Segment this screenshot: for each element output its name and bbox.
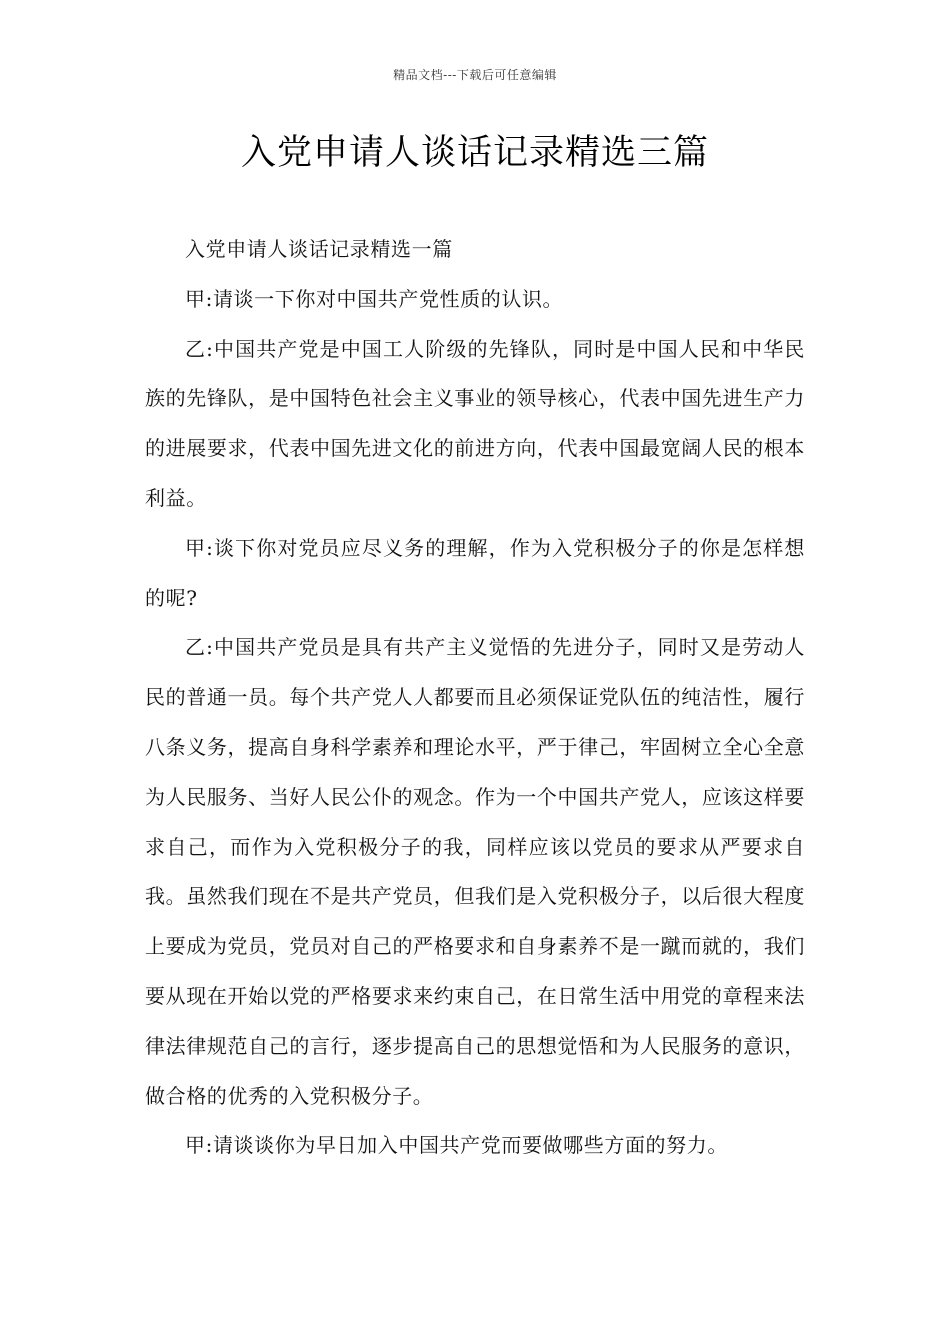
- paragraph: 乙:中国共产党员是具有共产主义觉悟的先进分子，同时又是劳动人民的普通一员。每个共产党人人都要而且必须保证党队伍的纯洁性，履行八条义务，提高自身科学素养和理论水平，严于律己，牢固树立全心全意为人民服务、当好人民公仆的观念。作为一个中国共产党人，应该这样要求自己，而作为入党积极分子的我，同样应该以党员的要求从严要求自我。虽然我们现在不是共产党员，但我们是入党积极分子，以后很大程度上要成为党员，党员对自己的严格要求和自身素养不是一蹴而就的，我们要从现在开始以党的严格要求来约束自己，在日常生活中用党的章程来法律法律规范自己的言行，逐步提高自己的思想觉悟和为人民服务的意识，做合格的优秀的入党积极分子。: [145, 635, 805, 1108]
- section-heading: 入党申请人谈话记录精选一篇: [185, 237, 453, 261]
- header-note: 精品文档---下载后可任意编辑: [393, 68, 557, 82]
- paragraph: 甲:谈下你对党员应尽义务的理解，作为入党积极分子的你是怎样想的呢?: [145, 535, 805, 610]
- document-body: [145, 225, 805, 1171]
- paragraph: 甲:请谈谈你为早日加入中国共产党而要做哪些方面的努力。: [185, 1133, 728, 1158]
- paragraph: 乙:中国共产党是中国工人阶级的先锋队，同时是中国人民和中华民族的先锋队，是中国特色社会主义事业的领导核心，代表中国先进生产力的进展要求，代表中国先进文化的前进方向，代表中国最宽阔人民的根本利益。: [145, 336, 805, 510]
- document-title: 入党申请人谈话记录精选三篇: [240, 133, 709, 173]
- paragraph: 甲:请谈一下你对中国共产党性质的认识。: [185, 286, 564, 311]
